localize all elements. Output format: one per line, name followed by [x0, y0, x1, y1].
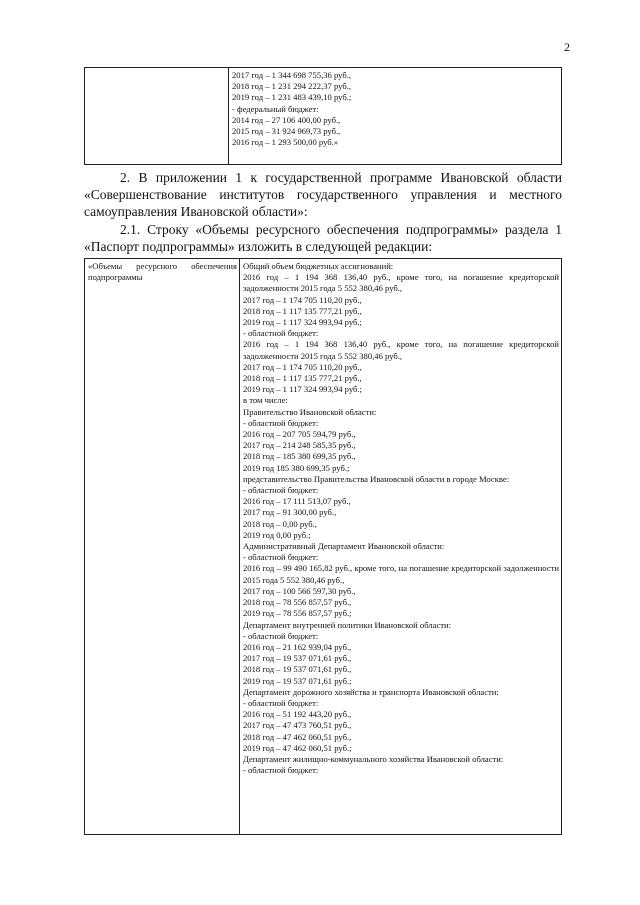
funding-line: 2016 год – 207 705 594,79 руб.,: [243, 429, 356, 440]
funding-line: 2019 год 0,00 руб.;: [243, 529, 311, 540]
funding-line: 2017 год – 47 473 760,51 руб.,: [243, 720, 352, 731]
agency-heading: Правительство Ивановской области:: [243, 406, 377, 417]
budget-heading: - областной бюджет:: [243, 697, 319, 708]
funding-by-year-cell: [229, 68, 562, 165]
budget-heading: - областной бюджет:: [243, 328, 319, 339]
funding-line: 2017 год – 214 248 585,35 руб.,: [243, 440, 356, 451]
funding-line: 2018 год – 1 231 294 222,37 руб.,: [232, 81, 352, 92]
funding-details-cell: [240, 259, 562, 835]
page-number: 2: [564, 40, 570, 54]
funding-line: 2017 год – 1 174 705 110,20 руб.,: [243, 361, 362, 372]
funding-line: 2019 год – 47 462 060,51 руб.;: [243, 742, 352, 753]
including-heading: в том числе:: [243, 395, 288, 406]
funding-line: 2018 год – 185 380 699,35 руб.,: [243, 451, 356, 462]
budget-heading: - областной бюджет:: [243, 765, 319, 776]
funding-line: 2019 год – 1 117 324 993,94 руб.;: [243, 384, 362, 395]
funding-line: 2016 год – 21 162 939,04 руб.,: [243, 641, 352, 652]
agency-heading: Департамент дорожного хозяйства и транспорта Ивановской области:: [243, 686, 499, 697]
funding-line: 2018 год – 78 556 857,57 руб.,: [243, 597, 352, 608]
row-label: «Объемы ресурсного обеспечения подпрограммы: [88, 261, 237, 283]
budget-heading: - областной бюджет:: [243, 630, 319, 641]
agency-heading: Департамент внутренней политики Ивановской области:: [243, 619, 452, 630]
resource-provision-table: [84, 258, 562, 835]
funding-line: 2019 год 185 380 699,35 руб.;: [243, 462, 350, 473]
row-label-cell: [85, 259, 240, 835]
funding-line: 2019 год – 19 537 071,61 руб.;: [243, 675, 352, 686]
funding-line: 2018 год – 1 117 135 777,21 руб.,: [243, 373, 362, 384]
funding-line: 2016 год – 1 194 368 136,40 руб., кроме того, на погашение кредиторской задолженности 2015 года 5 552 380,46 руб.,: [243, 272, 559, 294]
funding-line: 2017 год – 100 566 597,30 руб.,: [243, 585, 356, 596]
funding-line: 2016 год – 51 192 443,20 руб.,: [243, 709, 352, 720]
empty-left-cell: [85, 68, 229, 165]
agency-heading: Департамент жилищно-коммунального хозяйства Ивановской области:: [243, 753, 504, 764]
funding-line: 2019 год – 1 231 483 439,10 руб.;: [232, 92, 352, 103]
funding-line: 2018 год – 0,00 руб.,: [243, 518, 317, 529]
agency-heading: Административный Департамент Ивановской области:: [243, 541, 445, 552]
funding-line: 2014 год – 27 106 400,00 руб.,: [232, 114, 341, 125]
funding-line: 2016 год – 1 194 368 136,40 руб., кроме того, на погашение кредиторской задолженности 2015 года 5 552 380,46 руб.,: [243, 339, 559, 361]
funding-line: 2019 год – 1 117 324 993,94 руб.;: [243, 317, 362, 328]
funding-line: 2018 год – 47 462 060,51 руб.,: [243, 731, 352, 742]
budget-heading: - областной бюджет:: [243, 485, 319, 496]
amendment-paragraph-2: 2. В приложении 1 к государственной программе Ивановской области «Совершенствование институтов государственного управления и местного самоуправления Ивановской области»:: [84, 170, 562, 219]
funding-line: 2017 год – 1 174 705 110,20 руб.,: [243, 294, 362, 305]
funding-line: 2017 год – 1 344 698 755,36 руб.,: [232, 70, 352, 80]
amendment-paragraph-2-1: 2.1. Строку «Объемы ресурсного обеспечения подпрограммы» раздела 1 «Паспорт подпрограммы» изложить в следующей редакции:: [84, 222, 562, 254]
budget-heading: - областной бюджет:: [243, 552, 319, 563]
funding-line: 2018 год – 1 117 135 777,21 руб.,: [243, 305, 362, 316]
funding-line: 2015 год – 31 924 969,73 руб.,: [232, 126, 341, 137]
funding-line: - федеральный бюджет:: [232, 103, 319, 114]
agency-heading: представительство Правительства Ивановской области в городе Москве:: [243, 473, 510, 484]
funding-line: 2017 год – 91 300,00 руб.,: [243, 507, 337, 518]
previous-table-fragment: [84, 67, 562, 165]
total-heading: Общий объем бюджетных ассигнований:: [243, 261, 394, 271]
budget-heading: - областной бюджет:: [243, 417, 319, 428]
funding-line: 2016 год – 17 111 513,07 руб.,: [243, 496, 351, 507]
funding-line: 2017 год – 19 537 071,61 руб.,: [243, 653, 352, 664]
funding-line: 2016 год – 99 490 165,82 руб., кроме того, на погашение кредиторской задолженности 2015 года 5 552 380,46 руб.,: [243, 563, 559, 585]
funding-line: 2018 год – 19 537 071,61 руб.,: [243, 664, 352, 675]
funding-line: 2019 год – 78 556 857,57 руб.;: [243, 608, 352, 619]
funding-line: 2016 год – 1 293 500,00 руб.»: [232, 137, 339, 148]
